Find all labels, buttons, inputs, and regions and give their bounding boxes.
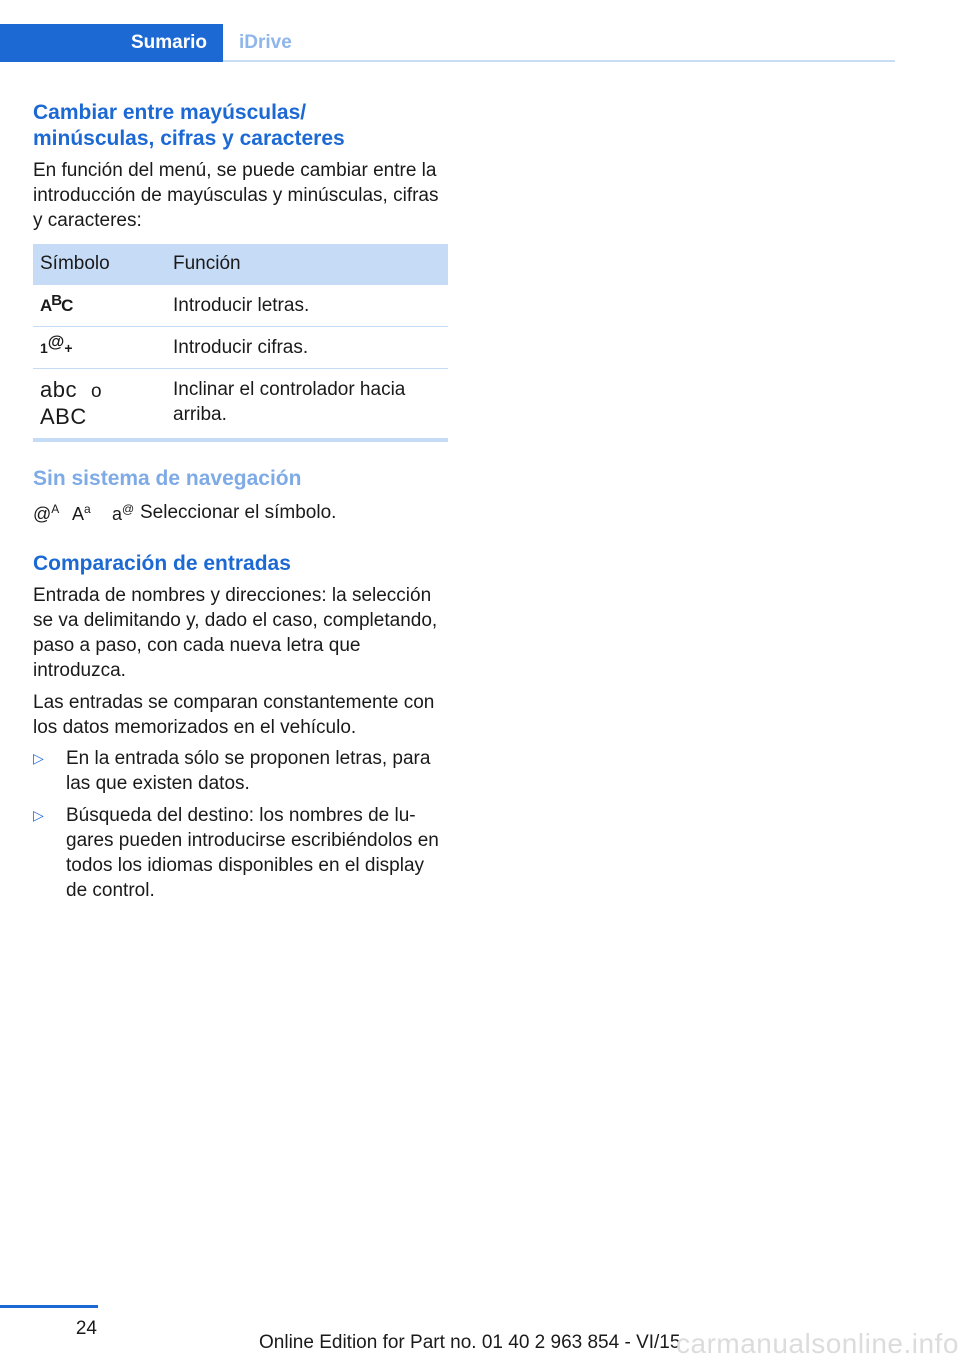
nav-select-text: Seleccionar el símbolo. — [140, 502, 337, 523]
edition-text: Online Edition for Part no. 01 40 2 963 854 - VI/15 — [259, 1332, 681, 1353]
lowercase-icon: abc — [40, 377, 77, 402]
symbol-cell — [33, 285, 166, 327]
header-tabs — [0, 24, 895, 62]
nav-symbols-row — [33, 499, 449, 527]
symbol-or: o — [90, 381, 102, 402]
function-cell: Introducir letras. — [166, 285, 448, 327]
compare-para-2: Las entradas se comparan constantemente con los datos memorizados en el vehículo. — [33, 692, 435, 738]
uppercase-a-icon: $A^a$ — [72, 501, 91, 524]
compare-para-1: Entrada de nombres y direcciones: la selección se va delimitando y, dado el caso, completando, paso a paso, con cada nueva letra que introduzca. — [33, 585, 438, 681]
page-number: 24 — [75, 1318, 97, 1339]
section-title-case-line2: minúsculas, cifras y caracteres — [33, 127, 345, 150]
compare-bullets — [33, 746, 449, 903]
triangle-bullet-icon: ▷ — [33, 807, 44, 823]
table-header-row — [33, 244, 448, 285]
tab-sumario[interactable]: Sumario — [0, 24, 223, 62]
list-item-text: Búsqueda del destino: los nombres de lugares pueden introducirse escribiéndolos en todos los idiomas disponibles en el display de control. — [66, 805, 439, 901]
numbers-icon: 1@+ — [40, 332, 73, 356]
section-title-case — [33, 100, 449, 152]
table-row — [33, 285, 448, 327]
list-item — [33, 803, 449, 903]
watermark: carmanualsonline.info — [676, 1328, 959, 1359]
section-title-case-line1: Cambiar entre mayúsculas/ — [33, 101, 307, 124]
table-row — [33, 327, 448, 369]
tab-idrive[interactable]: iDrive — [239, 32, 292, 53]
function-cell: Introducir cifras. — [166, 327, 448, 369]
letters-icon: ABC — [40, 292, 73, 315]
footer-rule — [0, 1305, 98, 1308]
list-item-text: En la entrada sólo se proponen letras, para las que existen datos. — [66, 748, 431, 794]
list-item — [33, 746, 449, 796]
symbol-cell — [33, 327, 166, 369]
lowercase-a-icon: a@ — [112, 501, 135, 524]
table-header-symbol: Símbolo — [33, 244, 166, 285]
table-row — [33, 369, 448, 441]
triangle-bullet-icon: ▷ — [33, 750, 44, 766]
section-title-compare: Comparación de entradas — [33, 552, 291, 575]
section-title-nav: Sin sistema de navegación — [33, 467, 302, 490]
function-cell: Inclinar el controlador hacia arriba. — [166, 369, 448, 441]
at-letter-icon: @$^A$ — [33, 501, 60, 524]
table-header-function: Función — [166, 244, 448, 285]
symbol-cell — [33, 369, 166, 441]
symbol-table — [33, 244, 448, 442]
content-column — [33, 100, 449, 910]
case-intro: En función del menú, se puede cambiar entre la introducción de mayúsculas y minúsculas, cifras y caracteres: — [33, 160, 439, 231]
uppercase-icon: ABC — [40, 404, 87, 429]
